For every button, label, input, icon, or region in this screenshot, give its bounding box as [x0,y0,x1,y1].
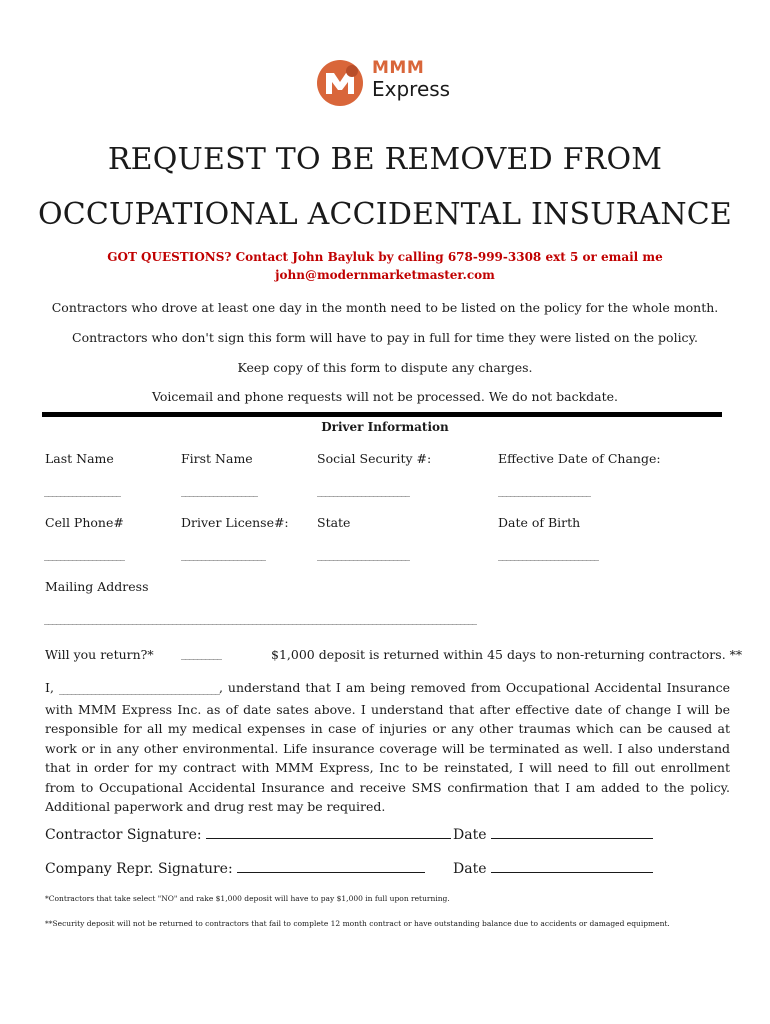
label-last-name: Last Name [45,451,114,466]
note-4: Voicemail and phone requests will not be processed. We do not backdate. [151,389,619,404]
footnote-1: *Contractors that take select "NO" and rake $1,000 deposit will have to pay $1,000 in full upon returning. [45,894,450,903]
label-contractor-signature: Contractor Signature: [45,827,202,843]
contractor-date-field[interactable] [491,826,653,839]
contact-email[interactable]: john@modernmarketmaster.com [275,268,495,282]
statement-name-field[interactable]: ________________________________________ [58,684,219,695]
label-mailing-address: Mailing Address [45,579,149,594]
state-field[interactable]: _______________________ [317,550,409,561]
page-title-line-1: REQUEST TO BE REMOVED FROM [107,142,663,177]
label-effective-date: Effective Date of Change: [498,451,661,466]
label-ssn: Social Security #: [317,451,432,466]
effective-date-field[interactable]: _______________________ [498,486,590,497]
label-driver-license: Driver License#: [181,515,289,530]
company-date-field[interactable] [491,860,653,873]
logo-text-express: Express [372,77,451,101]
company-date-row [453,860,653,877]
label-date-2: Date [453,861,487,877]
will-return-field[interactable]: __________ [181,649,221,660]
last-name-field[interactable]: ___________________ [44,486,120,497]
statement-prefix: I, [45,680,59,695]
company-signature-row [45,860,425,877]
contractor-date-row [453,826,653,843]
label-company-signature: Company Repr. Signature: [45,861,233,877]
section-title-driver-information: Driver Information [321,420,449,434]
label-date-of-birth: Date of Birth [498,515,581,530]
company-logo [316,58,456,110]
label-will-you-return: Will you return?* [45,647,154,662]
driver-license-field[interactable]: _____________________ [181,550,265,561]
note-2: Contractors who don't sign this form will have to pay in full for time they were listed on the policy. [72,330,698,345]
statement-text: , understand that I am being removed from Occupational Accidental Insurance with MMM Express Inc. as of date sates above. I understand that after effective date of change I will be responsible for all my medical expenses in case of injuries or any other traumas which can be caused at work or in any other environmental. Life insurance coverage will be terminated as well. I also understand that in order for my contract with MMM Express, Inc to be reinstated, I will need to fill out enrollment from to Occupational Accidental Insurance and receive SMS confirmation that I am added to the policy. Additional paperwork and drug rest may be required. [45,680,730,814]
label-first-name: First Name [181,451,253,466]
page-title-line-2: OCCUPATIONAL ACCIDENTAL INSURANCE [37,197,733,232]
section-divider [42,412,722,417]
logo-text-mmm: MMM [372,58,425,78]
company-signature-field[interactable] [237,860,425,873]
ssn-field[interactable]: _______________________ [317,486,409,497]
note-3: Keep copy of this form to dispute any charges. [237,360,533,375]
deposit-note: $1,000 deposit is returned within 45 days to non-returning contractors. ** [271,647,743,662]
footnote-2: **Security deposit will not be returned to contractors that fail to complete 12 month contract or have outstanding balance due to accidents or damaged equipment. [45,919,670,928]
note-1: Contractors who drove at least one day in the month need to be listed on the policy for the whole month. [51,300,719,315]
label-cell-phone: Cell Phone# [45,515,124,530]
cell-phone-field[interactable]: ____________________ [44,550,124,561]
statement-paragraph [45,678,730,817]
first-name-field[interactable]: ___________________ [181,486,257,497]
contractor-signature-field[interactable] [206,826,451,839]
contact-line-1: GOT QUESTIONS? Contact John Bayluk by calling 678-999-3308 ext 5 or email me [107,250,663,264]
mailing-address-field[interactable]: ____________________________________________________________________________________________________________ [44,614,476,625]
contractor-signature-row [45,826,451,843]
label-state: State [317,515,351,530]
label-date-1: Date [453,827,487,843]
mmm-express-logo-icon [316,58,366,108]
date-of-birth-field[interactable]: _________________________ [498,550,598,561]
